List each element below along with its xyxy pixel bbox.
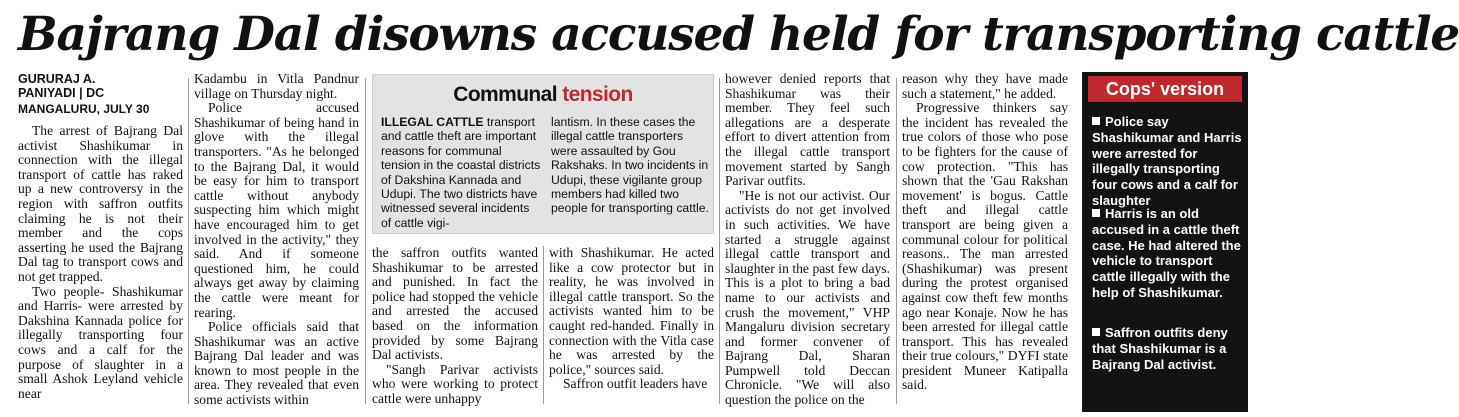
dateline: MANGALURU, JULY 30 bbox=[18, 102, 150, 116]
paragraph: The arrest of Bajrang Dal activist Shashikumar in connection with the illegal transport of cattle has raked up a new controversy in the region with saffron outfits claiming he is not their member and the cops asserting he used the Bajrang Dal tag to transport cows and not get trapped. bbox=[18, 123, 183, 284]
square-bullet-icon bbox=[1092, 328, 1100, 336]
column-divider bbox=[365, 78, 366, 404]
sidebar-item-text: Harris is an old accused in a cattle theft case. He had altered the vehicle to transport cattle illegally with the help of Shashikumar. bbox=[1092, 206, 1241, 300]
boxout-title bbox=[373, 83, 713, 107]
boxout-column-1 bbox=[381, 115, 541, 230]
byline-name-1: GURURAJ A. bbox=[18, 72, 96, 86]
column-divider bbox=[543, 246, 544, 404]
paragraph: the saffron outfits wanted Shashikumar to be arrested and punished. In fact the police had stopped the vehicle and arrested the accused based on the information provided by some Bajrang Dal activists. bbox=[372, 245, 538, 363]
paragraph: Kadambu in Vitla Pandnur village on Thursday night. bbox=[194, 71, 359, 101]
square-bullet-icon bbox=[1092, 117, 1100, 125]
boxout-title-part1: Communal bbox=[453, 83, 557, 106]
article-column-5 bbox=[725, 72, 890, 412]
boxout-lead: ILLEGAL CATTLE bbox=[381, 115, 484, 129]
column-divider bbox=[719, 78, 720, 404]
communal-tension-boxout bbox=[372, 74, 714, 234]
paragraph: "Sangh Parivar activists who were working to protect cattle were unhappy bbox=[372, 361, 538, 406]
paragraph: Police officials said that Shashikumar was an active Bajrang Dal leader and was known to most people in the area. They revealed that even some activists within bbox=[194, 319, 359, 408]
byline bbox=[18, 72, 183, 100]
boxout-text-1: transport and cattle theft are important reasons for communal tension in the coastal districts of Dakshina Kannada and Udupi. The two districts have witnessed several incidents of cattle vigi- bbox=[381, 115, 541, 230]
square-bullet-icon bbox=[1092, 209, 1100, 217]
paragraph: Progressive thinkers say the incident has revealed the true colors of those who pose to be fighters for the cause of cow protection. "This has shown that the 'Gau Rakshan movement' is bogus. Cattle theft and illegal cattle transport are being given a communal colour for political reasons.. The man arrested (Shashikumar) was present during the protest organised against cow theft few months ago near Konaje. Now he has been arrested for illegal cattle transport. This has revealed their true colours," DYFI state president Muneer Katipalla said. bbox=[902, 100, 1068, 393]
sidebar-item bbox=[1092, 114, 1242, 209]
sidebar-item bbox=[1092, 206, 1242, 301]
article-column-3 bbox=[372, 246, 538, 412]
article-column-6 bbox=[902, 72, 1068, 412]
article-column-4 bbox=[549, 246, 714, 412]
column-divider bbox=[896, 78, 897, 404]
cops-version-sidebar bbox=[1082, 72, 1248, 412]
sidebar-title: Cops' version bbox=[1088, 76, 1242, 102]
paragraph: reason why they have made such a statement," he added. bbox=[902, 71, 1068, 101]
paragraph: Saffron outfit leaders have bbox=[563, 376, 708, 392]
column-divider bbox=[188, 78, 189, 404]
byline-name-2: PANIYADI | DC bbox=[18, 86, 105, 100]
paragraph: Two people- Shashikumar and Harris- were arrested by Dakshina Kannada police for illegally transporting four cows and a calf for the purpose of slaughter in a small Ashok Leyland vehicle near bbox=[18, 283, 183, 401]
sidebar-item-text: Police say Shashikumar and Harris were arrested for illegally transporting four cows and a calf for slaughter bbox=[1092, 114, 1242, 208]
article-column-1 bbox=[18, 72, 183, 412]
paragraph: however denied reports that Shashikumar was their member. They feel such allegations are a desperate effort to divert attention from the illegal cattle transport movement started by Sangh Parivar outfits. bbox=[725, 71, 890, 189]
paragraph: "He is not our activist. Our activists do not get involved in such activities. We have started a struggle against illegal cattle transport and slaughter in the past few days. This is a plot to bring a bad name to our activists and crush the movement," VHP Mangaluru division secretary and former convener of Bajrang Dal, Sharan Pumpwell told Deccan Chronicle. "We will also question the police on the bbox=[725, 187, 890, 408]
paragraph: Police accused Shashikumar of being hand in glove with the illegal transporters. "As he belonged to the Bajrang Dal, it would be easy for him to transport cattle without anybody suspecting him which might have encouraged him to get involved in the activity," they said. And if someone questioned him, he could always get away by claiming the cattle were meant for rearing. bbox=[194, 100, 359, 320]
headline: Bajrang Dal disowns accused held for transporting cattle bbox=[18, 7, 1459, 62]
paragraph: with Shashikumar. He acted like a cow protector but in reality, he was involved in illegal cattle transport. So the activists wanted him to be caught red-handed. Finally in connection with the Vitla case he was arrested by the police," sources said. bbox=[549, 245, 714, 377]
article-column-2 bbox=[194, 72, 359, 412]
sidebar-item-text: Saffron outfits deny that Shashikumar is a Bajrang Dal activist. bbox=[1092, 325, 1228, 372]
boxout-column-2: lantism. In these cases the illegal cattle transporters were assaulted by Gou Rakshaks. In two incidents in Udupi, these vigilante group members had killed two people for transporting cattle. bbox=[551, 115, 709, 216]
sidebar-item bbox=[1092, 325, 1242, 372]
boxout-title-part2: tension bbox=[562, 83, 633, 106]
